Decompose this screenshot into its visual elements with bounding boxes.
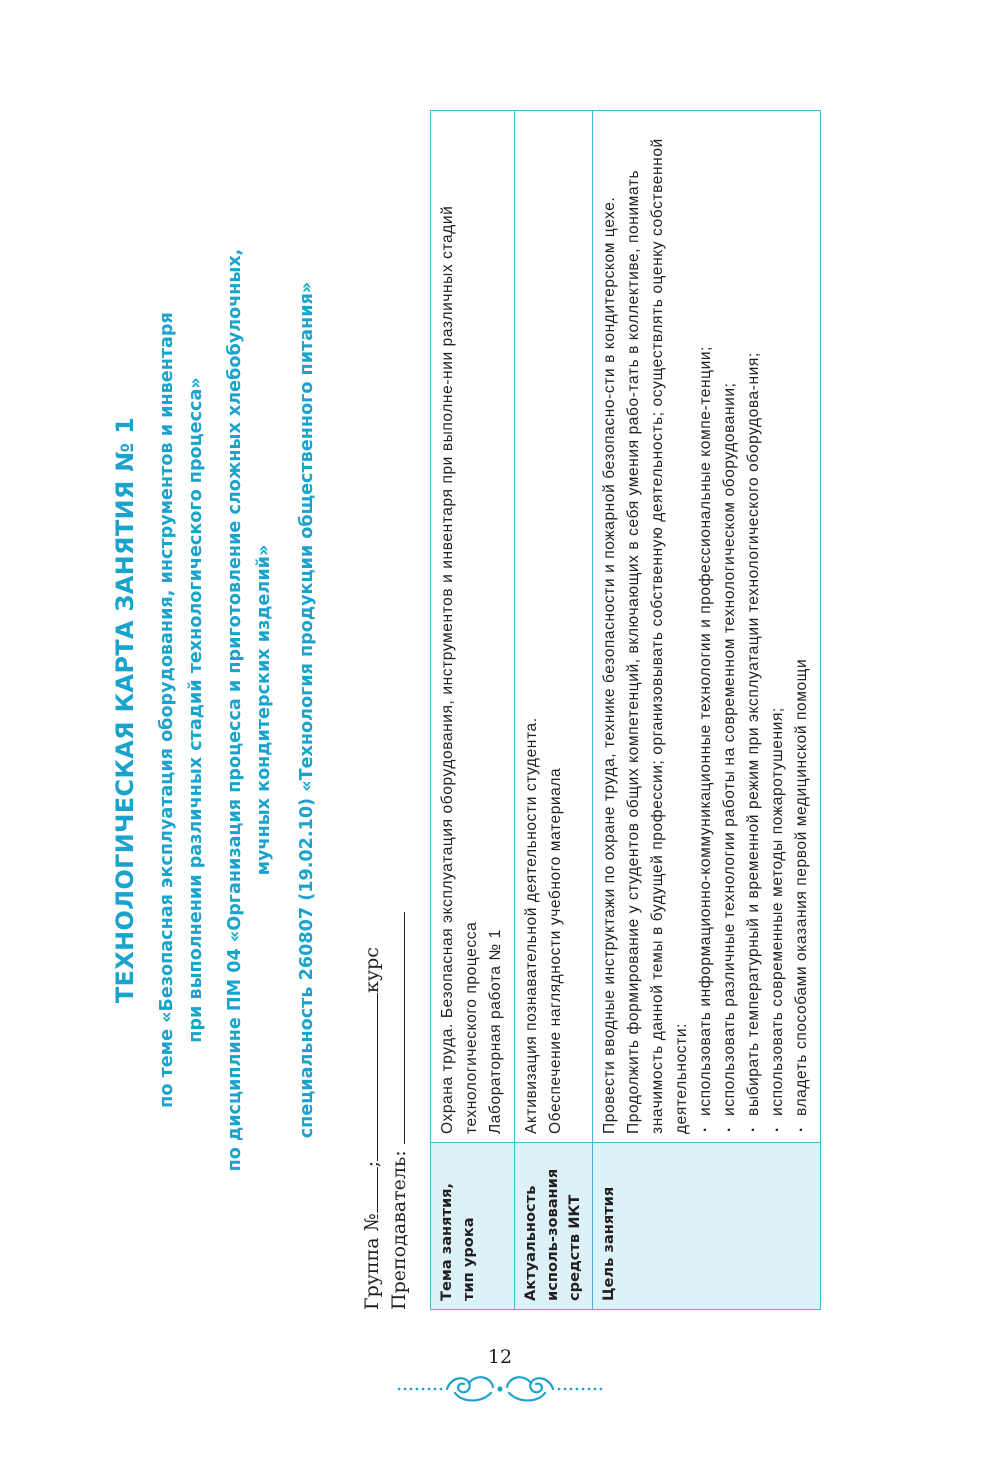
row-value-goal [593, 111, 821, 1143]
subtitle-topic-line-2: при выполнении различных стадий технологического процесса» [186, 377, 206, 1043]
course-label: курс [361, 947, 383, 993]
list-item: · использовать различные технологии работы на современном технологическом оборудовании; [718, 119, 742, 1134]
list-item: · выбирать температурный и временной режим при эксплуатации технологического оборудова-ния; [742, 119, 766, 1134]
row-key-goal: Цель занятия [593, 1143, 821, 1310]
row-value-ict [515, 111, 593, 1143]
row-value-topic [431, 111, 515, 1143]
row-key-ict: Актуальность исполь-зования средств ИКТ [515, 1143, 593, 1310]
ornament-icon [395, 1367, 605, 1409]
row-value-line: Продолжить формирование у студентов общих компетенций, включающих в себя умения рабо-тать в коллективе, понимать значимость данной темы в будущей профессии; организовывать собственную деятельность; осуществлять оценку собственной деятельности: [625, 138, 690, 1134]
list-item: · использовать информационно-коммуникационные технологии и профессиональные компе-тенции; [694, 119, 718, 1134]
rotated-page [105, 110, 895, 1310]
subtitle-discipline-line-2: мучных кондитерских изделий» [254, 544, 274, 876]
teacher-blank[interactable] [384, 912, 405, 1144]
row-value-line: Провести вводные инструктажи по охране труда, технике безопасности и пожарной безопасно-сти в кондитерском цехе. [601, 196, 618, 1134]
table-row [431, 111, 515, 1310]
subtitle-discipline-line-1: по дисциплине ПМ 04 «Организация процесса и приготовление сложных хлебобулочных, [225, 248, 245, 1172]
teacher-label: Преподаватель: [388, 1150, 410, 1310]
row-value-line: Охрана труда. Безопасная эксплуатация оборудования, инструментов и инвентаря при выполне-нии различных стадий технологического процесса [439, 205, 480, 1134]
group-label: Группа № [361, 1213, 383, 1310]
group-line [357, 750, 385, 1310]
course-blank[interactable] [357, 993, 378, 1161]
group-number-blank[interactable] [357, 1167, 378, 1213]
teacher-line [384, 750, 412, 1310]
row-value-line: Обеспечение наглядности учебного материала [547, 767, 564, 1134]
lesson-card-table [430, 110, 821, 1310]
goal-bullet-list [694, 119, 814, 1134]
list-item: · владеть способами оказания первой медицинской помощи [790, 119, 814, 1134]
table-row [593, 111, 821, 1310]
page-number: 12 [487, 1346, 513, 1368]
table-row [515, 111, 593, 1310]
page-title: ТЕХНОЛОГИЧЕСКАЯ КАРТА ЗАНЯТИЯ № 1 [111, 416, 139, 1004]
row-value-line: Активизация познавательной деятельности студента. [523, 717, 540, 1134]
group-separator: ; [361, 1160, 383, 1168]
row-value-line: Лабораторная работа № 1 [487, 929, 504, 1134]
list-item: · использовать современные методы пожаротушения; [766, 119, 790, 1134]
subtitle-topic-line-1: по теме «Безопасная эксплуатация оборудования, инструментов и инвентаря [157, 312, 177, 1108]
row-key-topic: Тема занятия, тип урока [431, 1143, 515, 1310]
subtitle-specialty: специальность 260807 (19.02.10) «Технология продукции общественного питания» [297, 281, 317, 1139]
